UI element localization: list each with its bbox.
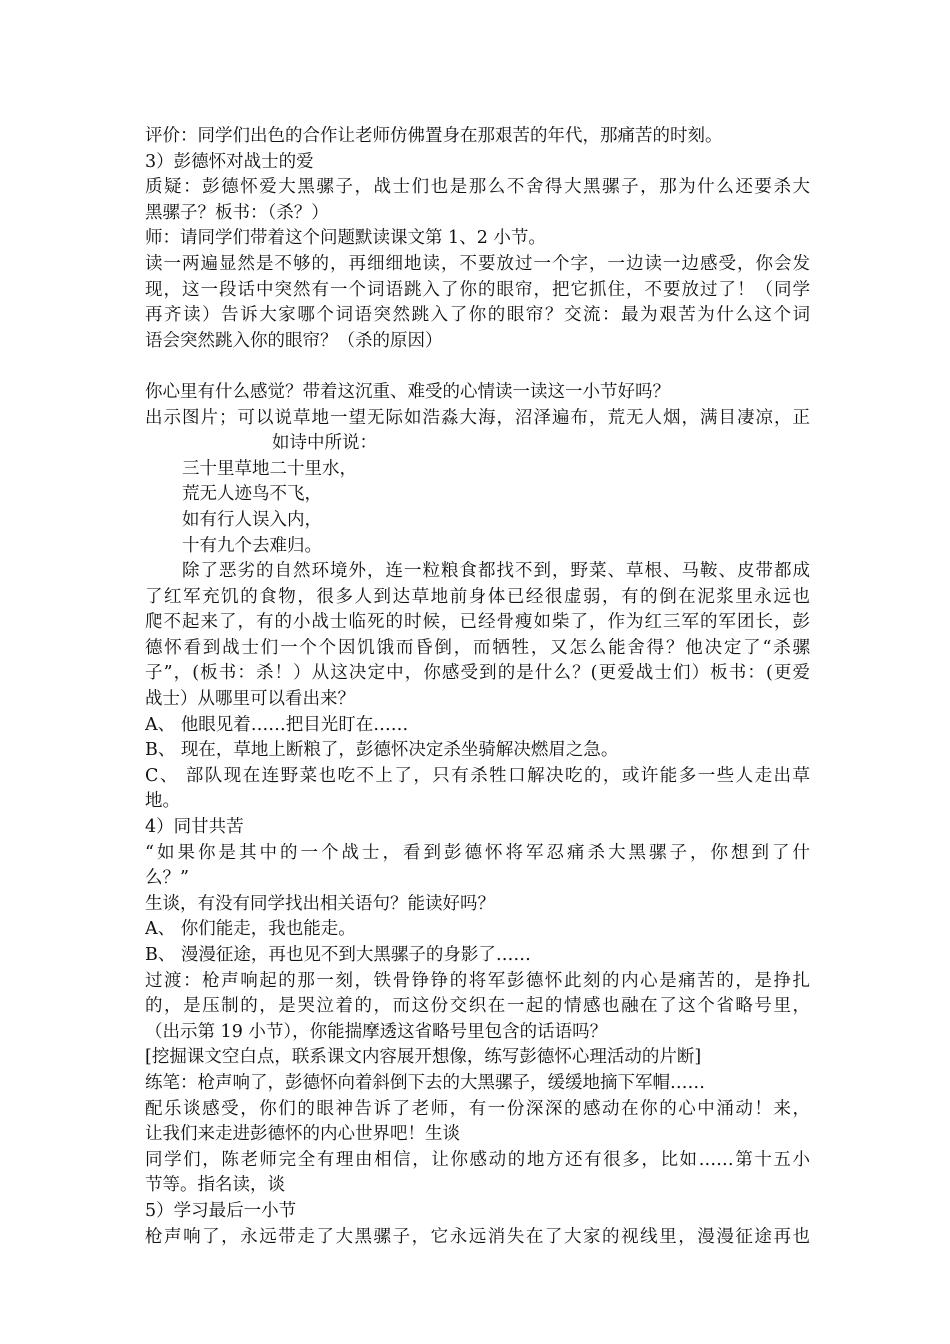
poem-line-4: 十有九个去难归。 bbox=[182, 535, 322, 556]
environment-line-2: 了红军充饥的食物，很多人到达草地前身体已经很虚弱，有的倒在泥浆里永远也 bbox=[145, 586, 810, 607]
section-4-heading: 4）同甘共苦 bbox=[145, 817, 244, 838]
section-3-heading: 3）彭德怀对战士的爱 bbox=[145, 151, 314, 172]
feeling-question: 你心里有什么感觉？带着这沉重、难受的心情读一读这一小节好吗？ bbox=[145, 381, 670, 402]
list-item-c1-line-1: C、 部队现在连野菜也吃不上了，只有杀牲口解决吃的，或许能多一些人走出草 bbox=[145, 765, 810, 786]
classmates-line-2: 节等。指名读，谈 bbox=[145, 1175, 285, 1196]
practice-line: 练笔：枪声响了，彭德怀向着斜倒下去的大黑骡子，缓缓地摘下军帽…… bbox=[145, 1072, 705, 1093]
list-item-a2: A、 你们能走，我也能走。 bbox=[145, 919, 356, 940]
poem-intro: 如诗中所说： bbox=[272, 433, 377, 454]
if-you-line-1: “如果你是其中的一个战士，看到彭德怀将军忍痛杀大黑骡子，你想到了什 bbox=[145, 842, 810, 863]
list-item-b1: B、 现在，草地上断粮了，彭德怀决定杀坐骑解决燃眉之急。 bbox=[145, 740, 619, 761]
music-line-1: 配乐谈感受，你们的眼神告诉了老师，有一份深深的感动在你的心中涌动！来， bbox=[145, 1098, 810, 1119]
read-line-1: 读一两遍显然是不够的，再细细地读，不要放过一个字，一边读一边感受，你会发 bbox=[145, 253, 810, 274]
if-you-line-2: 么？” bbox=[145, 868, 189, 889]
teacher-instruction: 师：请同学们带着这个问题默读课文第 1、2 小节。 bbox=[145, 228, 546, 249]
list-item-b2: B、 漫漫征途，再也见不到大黑骡子的身影了…… bbox=[145, 945, 531, 965]
student-talk: 生谈，有没有同学找出相关语句？能读好吗？ bbox=[145, 893, 495, 914]
dig-note: [挖掘课文空白点，联系课文内容展开想像，练写彭德怀心理活动的片断] bbox=[145, 1047, 702, 1068]
read-line-3: 再齐读）告诉大家哪个词语突然跳入了你的眼帘？交流：最为艰苦为什么这个词 bbox=[145, 305, 810, 326]
document-body bbox=[145, 124, 810, 1250]
environment-line-4: 德怀看到战士们一个个因饥饿而昏倒，而牺牲，又怎么能舍得？他决定了“杀骡 bbox=[145, 637, 810, 658]
environment-line-6: 战士）从哪里可以看出来？ bbox=[145, 689, 355, 710]
environment-line-1: 除了恶劣的自然环境外，连一粒粮食都找不到，野菜、草根、马鞍、皮带都成 bbox=[145, 561, 810, 582]
music-line-2: 让我们来走进彭德怀的内心世界吧！生谈 bbox=[145, 1124, 460, 1145]
environment-line-3: 爬不起来了，有的小战士临死的时候，已经骨瘦如柴了，作为红三军的军团长，彭 bbox=[145, 612, 810, 633]
classmates-line-1: 同学们，陈老师完全有理由相信，让你感动的地方还有很多，比如……第十五小 bbox=[145, 1149, 810, 1170]
question-line-1: 质疑：彭德怀爱大黑骡子，战士们也是那么不舍得大黑骡子，那为什么还要杀大 bbox=[145, 177, 810, 198]
poem-line-3: 如有行人误入内， bbox=[182, 509, 322, 530]
gunshot-line: 枪声响了，永远带走了大黑骡子，它永远消失在了大家的视线里，漫漫征途再也 bbox=[145, 1226, 810, 1247]
transition-line-1: 过渡：枪声响起的那一刻，铁骨铮铮的将军彭德怀此刻的内心是痛苦的，是挣扎 bbox=[145, 970, 810, 991]
section-5-heading: 5）学习最后一小节 bbox=[145, 1200, 297, 1221]
poem-line-2: 荒无人迹鸟不飞， bbox=[182, 484, 322, 505]
question-line-2: 黑骡子？板书：（杀？） bbox=[145, 202, 329, 223]
read-line-4: 语会突然跳入你的眼帘？（杀的原因） bbox=[145, 330, 443, 351]
evaluation-line: 评价：同学们出色的合作让老师仿佛置身在那艰苦的年代，那痛苦的时刻。 bbox=[145, 126, 723, 146]
picture-line: 出示图片；可以说草地一望无际如浩淼大海，沼泽遍布，荒无人烟，满目凄凉，正 bbox=[145, 407, 810, 428]
transition-line-3: （出示第 19 小节），你能揣摩透这省略号里包含的话语吗？ bbox=[145, 1021, 608, 1042]
blank-line bbox=[145, 354, 810, 380]
list-item-c1-line-2: 地。 bbox=[145, 791, 180, 812]
read-line-2: 现，这一段话中突然有一个词语跳入了你的眼帘，把它抓住，不要放过了！（同学 bbox=[145, 279, 810, 300]
transition-line-2: 的，是压制的，是哭泣着的，而这份交织在一起的情感也融在了这个省略号里， bbox=[145, 996, 810, 1017]
list-item-a1: A、 他眼见着……把目光盯在…… bbox=[145, 714, 409, 735]
environment-line-5: 子”，(板书：杀！）从这决定中，你感受到的是什么？(更爱战士们）板书：(更爱 bbox=[145, 663, 810, 684]
poem-line-1: 三十里草地二十里水， bbox=[182, 458, 357, 479]
